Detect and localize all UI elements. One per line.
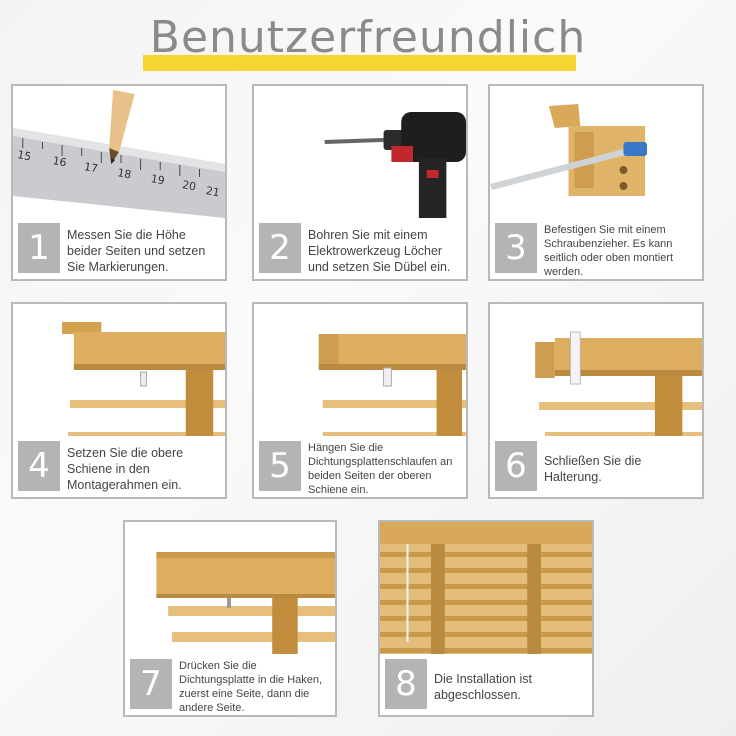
svg-text:20: 20 xyxy=(181,178,198,194)
step-card-4 xyxy=(11,302,227,499)
step-card-7 xyxy=(123,520,337,717)
blind-installed-illustration xyxy=(380,522,592,654)
svg-text:16: 16 xyxy=(51,154,68,170)
blind-rail-illustration xyxy=(490,304,702,436)
step-text: Schließen Sie die Halterung. xyxy=(544,453,642,484)
svg-text:17: 17 xyxy=(83,160,99,176)
bracket-screwdriver-illustration xyxy=(490,86,702,218)
step-card-6 xyxy=(488,302,704,499)
step-text: Messen Sie die Höhe beider Seiten und setzen Sie Markierungen. xyxy=(67,227,206,274)
step-text: Setzen Sie die obere Schiene in den Montagerahmen ein. xyxy=(67,445,184,492)
step-card-1 xyxy=(11,84,227,281)
step-card-3 xyxy=(488,84,704,281)
step-number: 6 xyxy=(495,441,537,491)
step-card-2 xyxy=(252,84,468,281)
svg-text:19: 19 xyxy=(149,172,166,188)
step-text: Drücken Sie die Dichtungsplatte in die Haken, zuerst eine Seite, dann die andere Seite. xyxy=(179,659,323,714)
blind-rail-illustration xyxy=(254,304,466,436)
svg-text:18: 18 xyxy=(116,166,133,182)
step-number: 2 xyxy=(259,223,301,273)
step-number: 3 xyxy=(495,223,537,273)
pencil-ruler-illustration xyxy=(13,86,225,218)
step-number: 5 xyxy=(259,441,301,491)
step-text: Hängen Sie die Dichtungsplattenschlaufen an beiden Seiten der oberen Schiene ein. xyxy=(308,441,453,496)
blind-valance-illustration xyxy=(125,522,335,654)
svg-text:21: 21 xyxy=(204,184,221,200)
blind-rail-illustration xyxy=(13,304,225,436)
step-text: Bohren Sie mit einem Elektrowerkzeug Löcher und setzen Sie Dübel ein. xyxy=(308,227,451,274)
step-number: 8 xyxy=(385,659,427,709)
step-text: Die Installation ist abgeschlossen. xyxy=(434,671,532,702)
step-number: 7 xyxy=(130,659,172,709)
step-text: Befestigen Sie mit einem Schraubenzieher. Es kann seitlich oder oben montiert werden. xyxy=(544,223,674,278)
step-number: 1 xyxy=(18,223,60,273)
page-title: Benutzerfreundlich xyxy=(149,12,587,63)
drill-illustration xyxy=(254,86,466,218)
step-card-8 xyxy=(378,520,594,717)
step-number: 4 xyxy=(18,441,60,491)
step-card-5 xyxy=(252,302,468,499)
svg-text:15: 15 xyxy=(16,148,33,164)
